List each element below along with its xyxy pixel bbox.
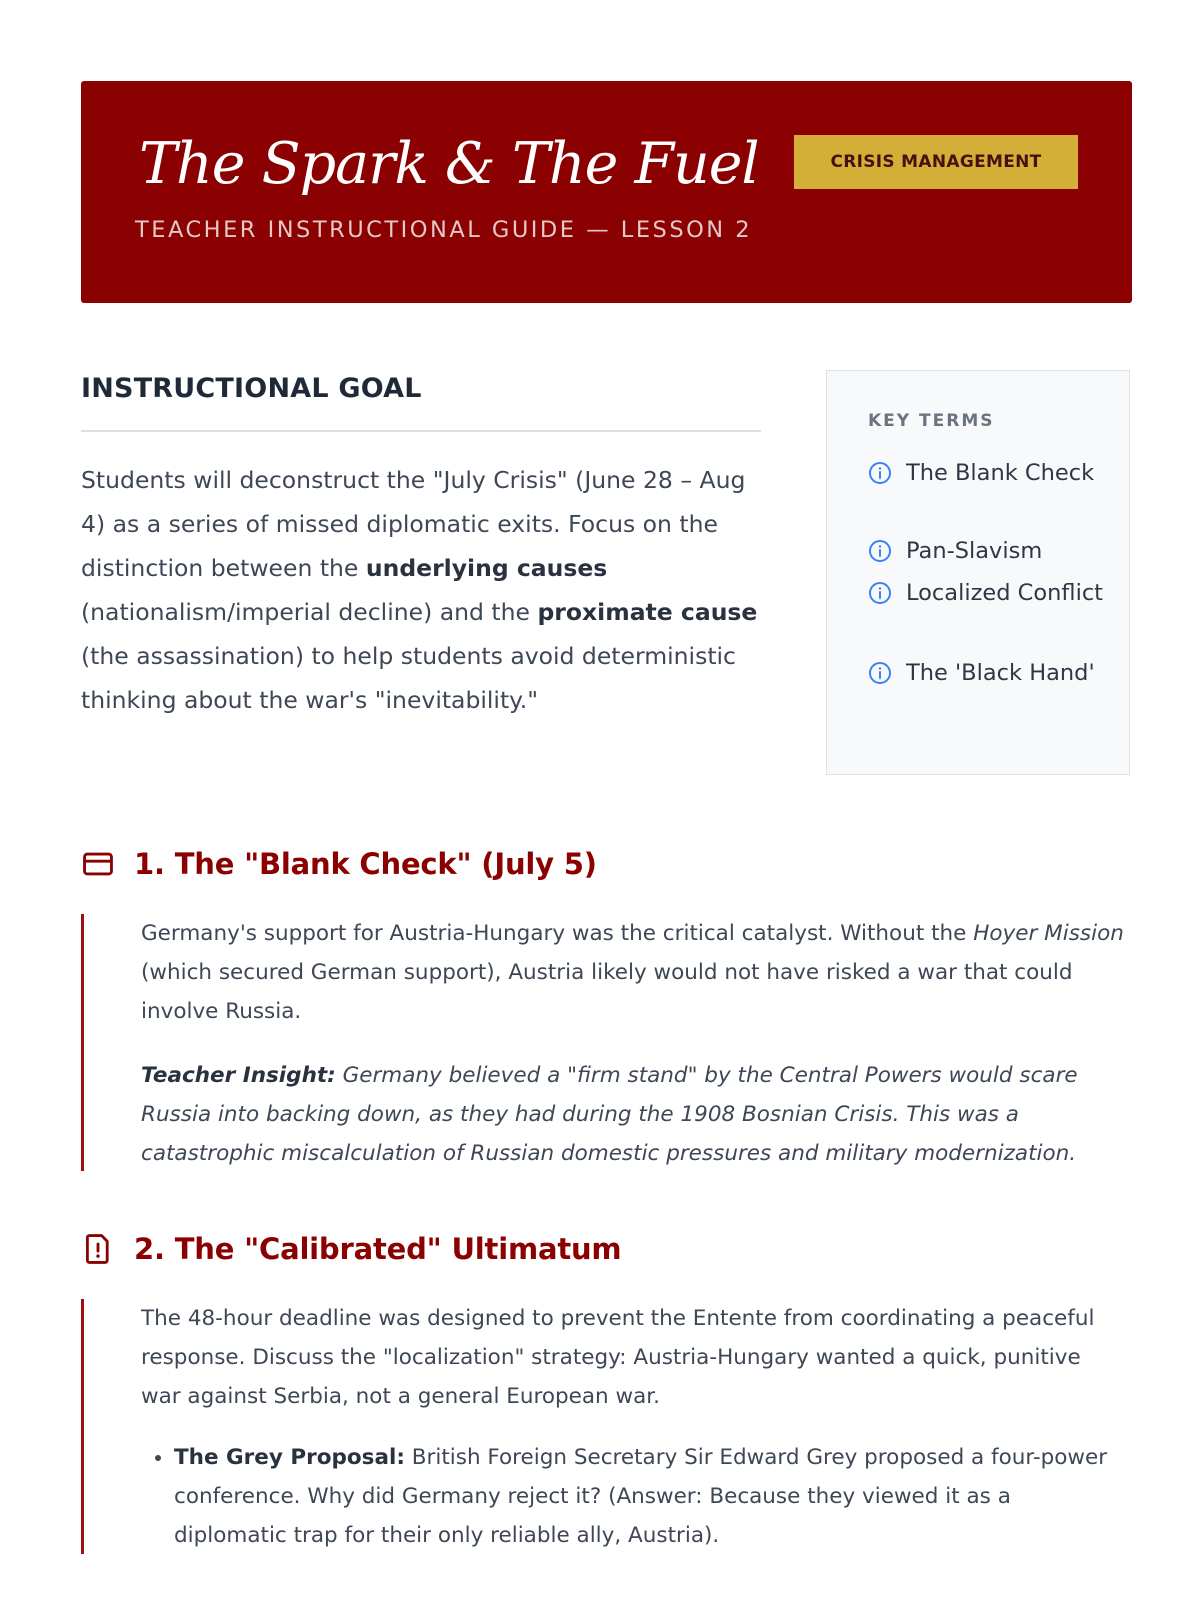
info-icon — [868, 661, 892, 685]
section-heading — [81, 1232, 621, 1266]
page-subtitle: TEACHER INSTRUCTIONAL GUIDE — LESSON 2 — [135, 217, 753, 243]
section-paragraph — [141, 914, 1126, 1031]
section-list — [141, 1438, 1126, 1555]
goal-text-part: Students will deconstruct the "July Crisis" (June 28 – Aug 4) as a series of missed diplomatic exits. Focus on the distinction between the — [81, 466, 746, 582]
paragraph-emphasis: Hoyer Mission — [973, 921, 1124, 946]
section-title: 2. The "Calibrated" Ultimatum — [134, 1232, 622, 1266]
credit-card-icon — [81, 847, 115, 881]
goal-bold-proximate: proximate cause — [537, 598, 758, 626]
info-icon — [868, 461, 892, 485]
teacher-insight — [141, 1056, 1126, 1173]
key-term-item[interactable] — [868, 456, 1106, 490]
header-banner — [81, 81, 1132, 303]
paragraph-text: (which secured German support), Austria likely would not have risked a war that could involve Russia. — [141, 960, 1073, 1024]
key-term-item[interactable] — [868, 576, 1106, 610]
key-term-item[interactable] — [868, 656, 1106, 690]
goal-bold-underlying: underlying causes — [365, 554, 608, 582]
section-body — [81, 1299, 1132, 1554]
key-term-label: The 'Black Hand' — [906, 660, 1095, 686]
paragraph-text: Germany's support for Austria-Hungary was the critical catalyst. Without the — [141, 921, 974, 946]
page-title: The Spark & The Fuel — [139, 131, 759, 197]
goal-text — [81, 458, 771, 722]
goal-heading: INSTRUCTIONAL GOAL — [81, 373, 422, 404]
key-terms-panel — [826, 370, 1130, 775]
insight-label: Teacher Insight: — [141, 1063, 336, 1088]
section-title: 1. The "Blank Check" (July 5) — [134, 847, 597, 881]
list-item — [174, 1438, 1126, 1555]
list-item-label: The Grey Proposal: — [174, 1445, 405, 1470]
section-body — [81, 914, 1132, 1171]
insight-text: Germany believed a "firm stand" by the Central Powers would scare Russia into backing down, as they had during the 1908 Bosnian Crisis. This was a catastrophic miscalculation of Russian domestic pressures and military modernization. — [141, 1063, 1078, 1166]
alert-document-icon — [81, 1232, 115, 1266]
info-icon — [868, 539, 892, 563]
key-terms-title: KEY TERMS — [868, 411, 995, 431]
goal-text-part: (nationalism/imperial decline) and the — [81, 598, 538, 626]
goal-divider — [81, 430, 761, 432]
key-term-label: Pan-Slavism — [906, 538, 1043, 564]
category-badge: CRISIS MANAGEMENT — [794, 135, 1078, 189]
goal-text-part: (the assassination) to help students avoid deterministic thinking about the war's "inevitability." — [81, 642, 736, 714]
list-item-text: British Foreign Secretary Sir Edward Grey proposed a four-power conference. Why did Germany reject it? (Answer: Because they viewed it as a diplomatic trap for their only reliable ally, Austria). — [174, 1445, 1108, 1548]
key-term-item[interactable] — [868, 534, 1106, 568]
info-icon — [868, 581, 892, 605]
section-heading — [81, 847, 597, 881]
key-term-label: The Blank Check — [906, 460, 1095, 486]
section-paragraph: The 48-hour deadline was designed to prevent the Entente from coordinating a peaceful response. Discuss the "localization" strategy: Austria-Hungary wanted a quick, punitive war against Serbia, not a general European war. — [141, 1306, 1095, 1409]
key-term-label: Localized Conflict — [906, 580, 1104, 606]
